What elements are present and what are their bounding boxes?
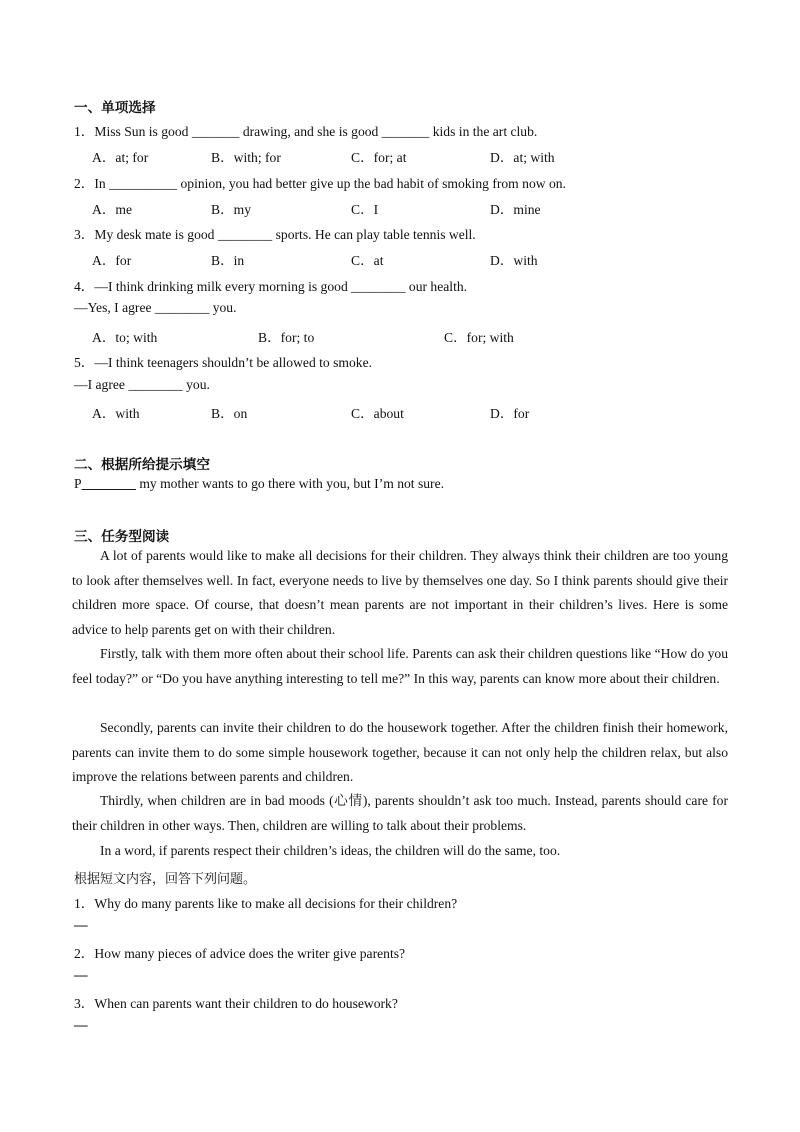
answer-field-2[interactable]: — <box>74 967 88 982</box>
reading-paragraph-3: Secondly, parents can invite their children to do the housework together. After the children finish their homework, parents can invite them to do some simple housework together, because it can not only help the children relax, but also improve the relations between parents and children. <box>72 720 728 785</box>
q5-option-b[interactable]: B．on <box>211 406 248 421</box>
q5-stem-reply: —I agree ________ you. <box>74 377 210 392</box>
fill-in-prefix: P <box>74 476 82 491</box>
reading-question-3: 3．When can parents want their children to do housework? <box>74 996 398 1011</box>
q1-option-b[interactable]: B．with; for <box>211 150 281 165</box>
section3-title: 三、任务型阅读 <box>74 529 170 545</box>
q4-option-a[interactable]: A．to; with <box>92 330 158 345</box>
q3-option-c[interactable]: C．at <box>351 253 384 268</box>
q2-option-b[interactable]: B．my <box>211 202 252 217</box>
reading-paragraph-5: In a word, if parents respect their children’s ideas, the children will do the same, too. <box>100 843 561 858</box>
q3-options <box>92 249 692 267</box>
q1-option-d[interactable]: D．at; with <box>490 150 555 165</box>
q3-option-d[interactable]: D．with <box>490 253 538 268</box>
q1-option-c[interactable]: C．for; at <box>351 150 407 165</box>
q5-option-d[interactable]: D．for <box>490 406 530 421</box>
q4-options <box>92 326 692 344</box>
q5-option-a[interactable]: A．with <box>92 406 140 421</box>
answer-field-3[interactable]: — <box>74 1017 88 1032</box>
q3-stem: 3．My desk mate is good ________ sports. He can play table tennis well. <box>74 227 476 242</box>
q1-option-a[interactable]: A．at; for <box>92 150 149 165</box>
reading-question-2: 2．How many pieces of advice does the writer give parents? <box>74 946 406 961</box>
q4-option-c[interactable]: C．for; with <box>444 330 514 345</box>
q5-stem: 5．—I think teenagers shouldn’t be allowed to smoke. <box>74 355 373 370</box>
reading-paragraph-1: A lot of parents would like to make all decisions for their children. They always think their children are too young to look after themselves well. In fact, everyone needs to live by themselves one day. So I think parents should give their children more space. Of course, that doesn’t mean parents are not important in their children’s lives. Here is some advice to help parents get on with their children. <box>72 548 728 637</box>
q2-option-c[interactable]: C．I <box>351 202 379 217</box>
q1-stem: 1．Miss Sun is good _______ drawing, and she is good _______ kids in the art club. <box>74 124 538 139</box>
q3-option-a[interactable]: A．for <box>92 253 132 268</box>
answer-field-1[interactable]: — <box>74 917 88 932</box>
q4-stem: 4．—I think drinking milk every morning is good ________ our health. <box>74 279 468 294</box>
section2-title: 二、根据所给提示填空 <box>74 457 210 473</box>
q3-option-b[interactable]: B．in <box>211 253 245 268</box>
section1-title: 一、单项选择 <box>74 100 156 116</box>
q2-stem: 2．In __________ opinion, you had better give up the bad habit of smoking from now on. <box>74 176 566 191</box>
fill-in-blank[interactable]: ________ <box>81 476 136 491</box>
reading-instruction: 根据短文内容，回答下列问题。 <box>74 872 257 887</box>
q1-options <box>92 146 692 164</box>
q5-options <box>92 402 692 420</box>
reading-question-1: 1．Why do many parents like to make all decisions for their children? <box>74 896 458 911</box>
q4-stem-reply: —Yes, I agree ________ you. <box>74 300 237 315</box>
fill-in-sentence <box>74 476 444 492</box>
q4-option-b[interactable]: B．for; to <box>258 330 315 345</box>
q2-option-a[interactable]: A．me <box>92 202 133 217</box>
reading-paragraph-2: Firstly, talk with them more often about their school life. Parents can ask their children questions like “How do you feel today?” or “Do you have anything interesting to tell me?” In this way, parents can know more about their children. <box>72 646 728 686</box>
q5-option-c[interactable]: C．about <box>351 406 404 421</box>
q2-option-d[interactable]: D．mine <box>490 202 541 217</box>
q2-options <box>92 198 692 216</box>
fill-in-rest: my mother wants to go there with you, but I’m not sure. <box>135 476 445 491</box>
reading-paragraph-4: Thirdly, when children are in bad moods (心情), parents shouldn’t ask too much. Instead, parents should care for their children in other ways. Then, children are willing to talk about their problems. <box>72 793 728 833</box>
